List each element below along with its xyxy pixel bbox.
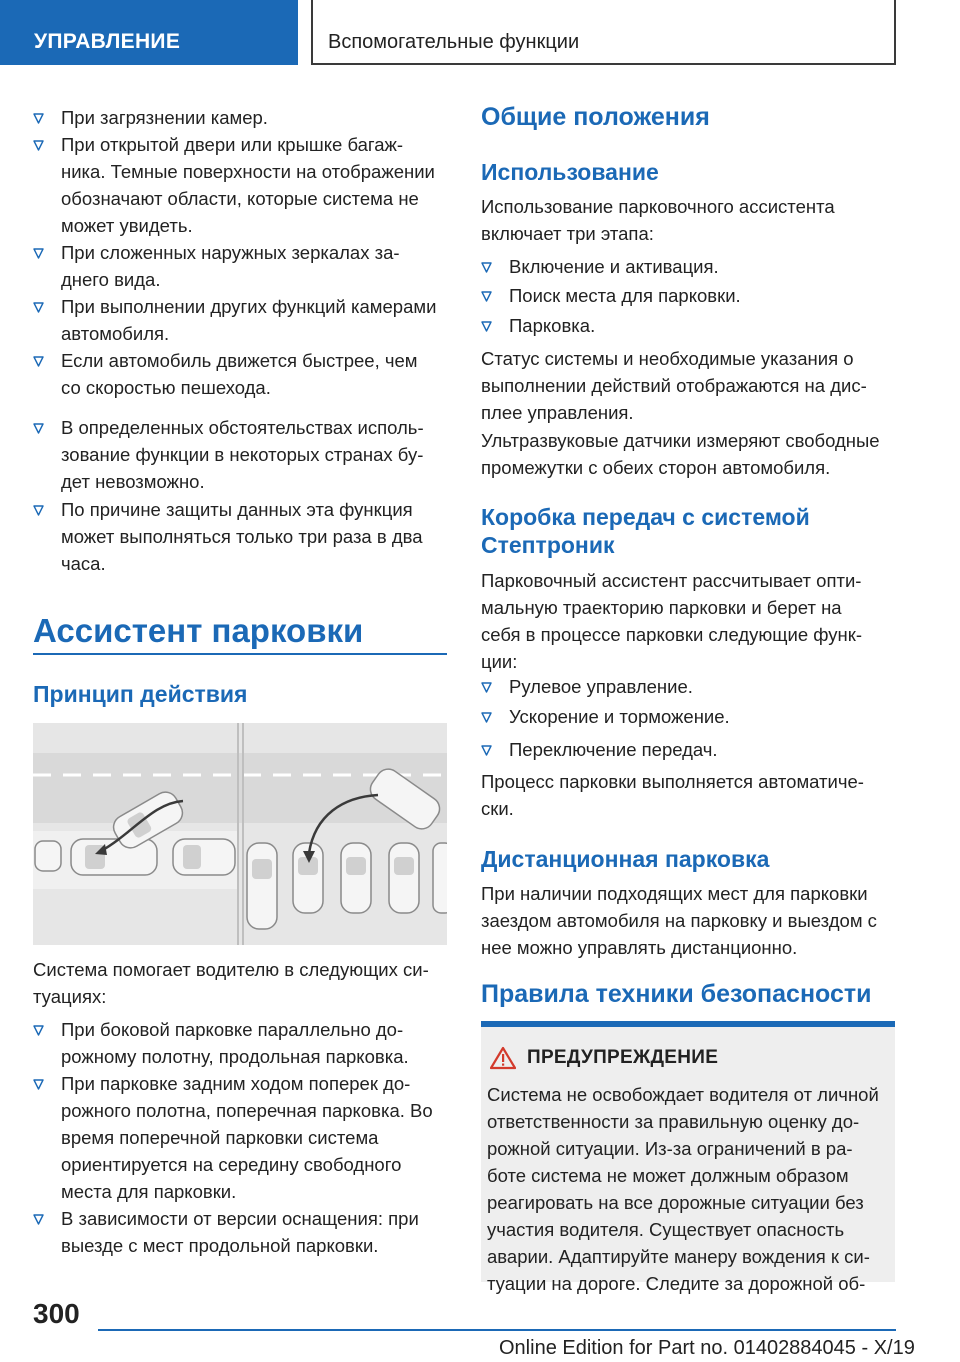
list-item-text — [33, 293, 447, 347]
list-item — [481, 703, 895, 730]
paragraph — [481, 427, 895, 481]
paragraph — [481, 567, 895, 675]
paragraph-line: Ультразвуковые датчики измеряют свободные — [481, 430, 880, 451]
list-item-line: Включение и активация. — [509, 256, 719, 277]
list-item-text — [33, 1016, 447, 1070]
list-item-text — [481, 703, 895, 730]
list-item-text — [33, 239, 447, 293]
list-item-text — [33, 1070, 447, 1205]
paragraph-line: Парковочный ассистент рассчитывает опти- — [481, 570, 862, 591]
bullet-triangle-icon — [481, 736, 495, 763]
parking-diagram — [33, 723, 447, 945]
list-item-line: обозначают области, которые система не — [61, 188, 419, 209]
list-item — [481, 253, 895, 280]
bullet-triangle-icon — [33, 239, 47, 266]
list-item — [481, 282, 895, 309]
paragraph — [33, 956, 447, 1010]
warning-line: боте система не может должным образом — [487, 1165, 849, 1186]
bullet-triangle-icon — [33, 347, 47, 374]
section-tab: УПРАВЛЕНИЕ — [0, 0, 298, 65]
paragraph-line: себя в процессе парковки следующие функ- — [481, 624, 862, 645]
paragraph-line: ции: — [481, 651, 518, 672]
list-item-line: может выполняться только три раза в два — [61, 526, 423, 547]
list-item — [33, 239, 447, 293]
bullet-triangle-icon — [481, 253, 495, 280]
list-item-line: При сложенных наружных зеркалах за- — [61, 242, 400, 263]
paragraph-line: включает три этапа: — [481, 223, 654, 244]
gearbox-heading — [481, 503, 895, 559]
paragraph-line: плее управления. — [481, 402, 634, 423]
subsection-title: Принцип действия — [33, 681, 248, 707]
list-item — [33, 131, 447, 239]
list-item — [33, 1205, 447, 1259]
list-item — [33, 293, 447, 347]
general-heading: Общие положения — [481, 103, 710, 131]
list-item-text — [33, 131, 447, 239]
paragraph-line: Процесс парковки выполняется автоматиче- — [481, 771, 864, 792]
list-item-line: Рулевое управление. — [509, 676, 693, 697]
list-item-line: При боковой парковке параллельно до- — [61, 1019, 404, 1040]
remote-heading: Дистанционная парковка — [481, 846, 770, 872]
page-number: 300 — [33, 1298, 80, 1329]
list-item-line: днего вида. — [61, 269, 161, 290]
bullet-triangle-icon — [33, 414, 47, 441]
usage-heading: Использование — [481, 159, 659, 185]
warning-text — [487, 1081, 892, 1297]
paragraph-line: туациях: — [33, 986, 107, 1007]
list-item — [33, 496, 447, 577]
bullet-triangle-icon — [33, 104, 47, 131]
warning-line: аварии. Адаптируйте манеру вождения к си- — [487, 1246, 870, 1267]
paragraph-line: мальную траекторию парковки и берет на — [481, 597, 842, 618]
bullet-triangle-icon — [33, 131, 47, 158]
list-item-line: места для парковки. — [61, 1181, 237, 1202]
list-item-text — [33, 496, 447, 577]
list-item-line: В зависимости от версии оснащения: при — [61, 1208, 419, 1229]
list-item-line: рожному полотну, продольная парковка. — [61, 1046, 409, 1067]
list-item-text — [481, 253, 895, 280]
warning-line: участия водителя. Существует опасность — [487, 1219, 845, 1240]
list-item-line: В определенных обстоятельствах исполь- — [61, 417, 424, 438]
warning-line: ответственности за правильную оценку до- — [487, 1111, 860, 1132]
bullet-triangle-icon — [33, 1016, 47, 1043]
warning-title: ПРЕДУПРЕЖДЕНИЕ — [527, 1047, 719, 1068]
safety-heading: Правила техники безопасности — [481, 980, 872, 1008]
list-item — [481, 312, 895, 339]
paragraph-line: При наличии подходящих мест для парковки — [481, 883, 868, 904]
list-item-line: автомобиля. — [61, 323, 170, 344]
list-item-text — [481, 282, 895, 309]
paragraph-line: выполнении действий отображаются на дис- — [481, 375, 867, 396]
paragraph-line: Статус системы и необходимые указания о — [481, 348, 854, 369]
list-item-line: зование функции в некоторых странах бу- — [61, 444, 424, 465]
paragraph-line: ски. — [481, 798, 514, 819]
chapter-title: Вспомогательные функции — [311, 0, 896, 65]
bullet-triangle-icon — [481, 312, 495, 339]
warning-line: Система не освобождает водителя от личной — [487, 1084, 879, 1105]
list-item-line: время поперечной парковки система — [61, 1127, 379, 1148]
paragraph-line: промежутки с обеих сторон автомобиля. — [481, 457, 831, 478]
list-item-line: При выполнении других функций камерами — [61, 296, 437, 317]
list-item-line: Переключение передач. — [509, 739, 718, 760]
paragraph — [481, 880, 895, 961]
bullet-triangle-icon — [481, 703, 495, 730]
list-item — [33, 104, 447, 131]
footer-rule — [98, 1329, 896, 1331]
list-item-text — [481, 673, 895, 700]
list-item-line: дет невозможно. — [61, 471, 205, 492]
list-item-line: часа. — [61, 553, 106, 574]
warning-line: рожной ситуации. Из-за ограничений в ра- — [487, 1138, 853, 1159]
list-item-text — [481, 736, 895, 763]
list-item-text — [33, 414, 447, 495]
bullet-triangle-icon — [33, 293, 47, 320]
edition-note: Online Edition for Part no. 01402884045 - X/19 — [499, 1337, 915, 1359]
bullet-triangle-icon — [481, 673, 495, 700]
list-item-line: Парковка. — [509, 315, 596, 336]
bullet-triangle-icon — [33, 1205, 47, 1232]
section-title-rule — [33, 653, 447, 655]
list-item — [33, 414, 447, 495]
paragraph — [481, 768, 895, 822]
list-item-line: со скоростью пешехода. — [61, 377, 271, 398]
gearbox-heading-line: Стептроник — [481, 532, 615, 558]
parking-maneuver-illustration — [33, 723, 447, 945]
list-item-line: При загрязнении камер. — [61, 107, 268, 128]
list-item — [481, 673, 895, 700]
warning-line: реагировать на все дорожные ситуации без — [487, 1192, 864, 1213]
list-item-line: может увидеть. — [61, 215, 193, 236]
list-item-line: Ускорение и торможение. — [509, 706, 730, 727]
list-item-line: выезде с мест продольной парковки. — [61, 1235, 379, 1256]
list-item-line: При парковке задним ходом поперек до- — [61, 1073, 411, 1094]
list-item-text — [33, 1205, 447, 1259]
bullet-triangle-icon — [33, 1070, 47, 1097]
list-item-line: При открытой двери или крышке багаж- — [61, 134, 404, 155]
list-item-text — [33, 104, 447, 131]
paragraph — [481, 345, 895, 426]
list-item-line: ника. Темные поверхности на отображении — [61, 161, 435, 182]
gearbox-heading-line: Коробка передач с системой — [481, 504, 810, 530]
warning-triangle-icon — [490, 1046, 516, 1075]
list-item — [33, 1016, 447, 1070]
paragraph-line: Система помогает водителю в следующих си- — [33, 959, 429, 980]
paragraph-line: нее можно управлять дистанционно. — [481, 937, 798, 958]
list-item-line: Если автомобиль движется быстрее, чем — [61, 350, 418, 371]
bullet-triangle-icon — [33, 496, 47, 523]
warning-line: туации на дороге. Следите за дорожной об- — [487, 1273, 866, 1294]
list-item-line: ориентируется на середину свободного — [61, 1154, 402, 1175]
list-item — [33, 347, 447, 401]
bullet-triangle-icon — [481, 282, 495, 309]
section-title: Ассистент парковки — [33, 612, 364, 649]
list-item-line: По причине защиты данных эта функция — [61, 499, 413, 520]
paragraph — [481, 193, 895, 247]
list-item-line: Поиск места для парковки. — [509, 285, 741, 306]
paragraph-line: Использование парковочного ассистента — [481, 196, 835, 217]
list-item-line: рожного полотна, поперечная парковка. Во — [61, 1100, 433, 1121]
list-item-text — [481, 312, 895, 339]
list-item-text — [33, 347, 447, 401]
paragraph-line: заездом автомобиля на парковку и выездом с — [481, 910, 877, 931]
list-item — [481, 736, 895, 763]
list-item — [33, 1070, 447, 1205]
